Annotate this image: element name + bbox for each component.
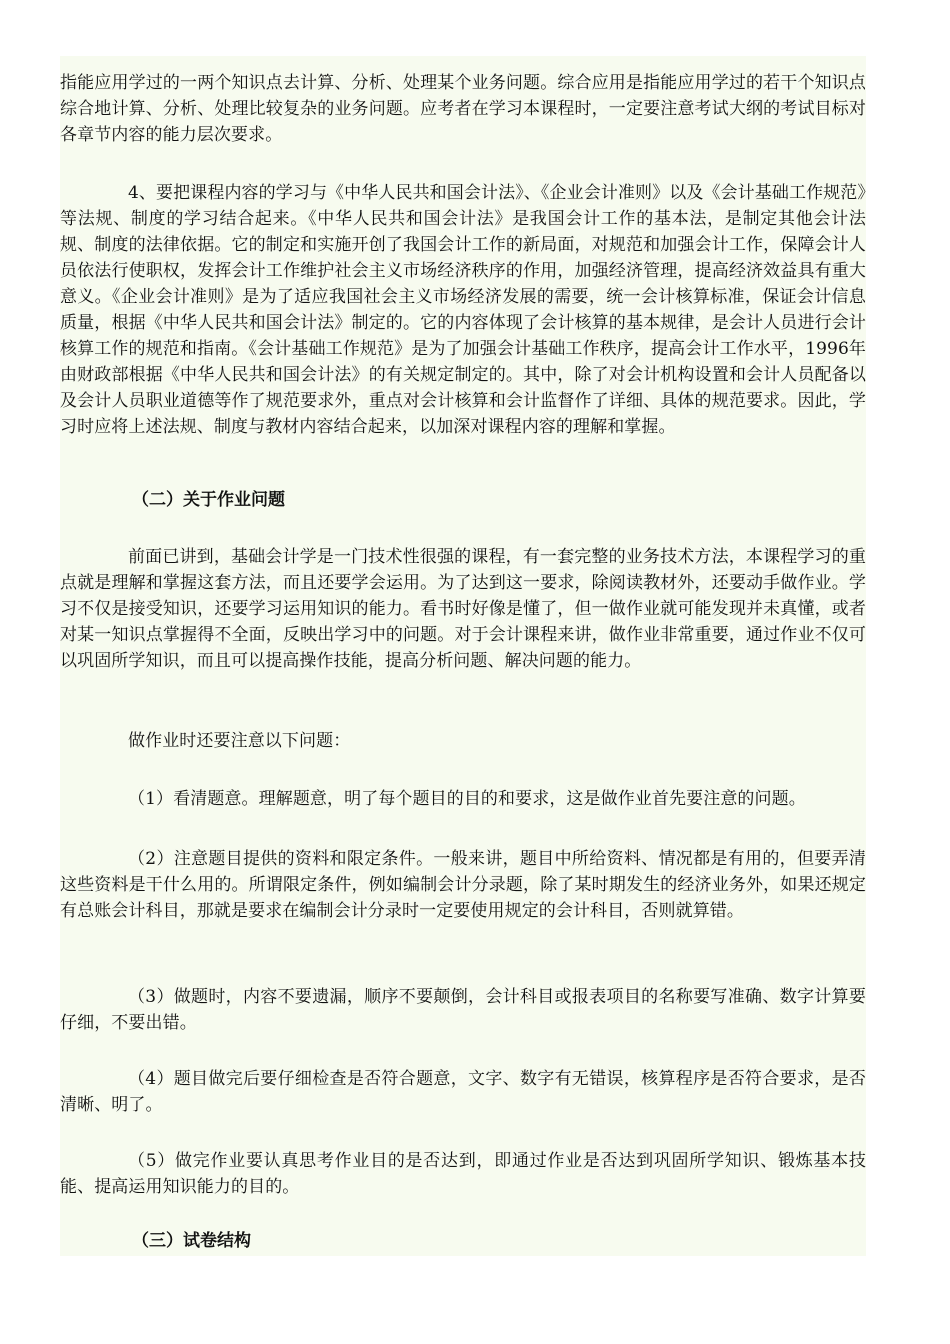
paragraph-accounting-law: 4、要把课程内容的学习与《中华人民共和国会计法》、《企业会计准则》以及《会计基础工作规范》等法规、制度的学习结合起来。《中华人民共和国会计法》是我国会计工作的基本法，是制定其他会计法规、制度的法律依据。它的制定和实施开创了我国会计工作的新局面，对规范和加强会计工作，保障会计人员依法行使职权，发挥会计工作维护社会主义市场经济秩序的作用，加强经济管理，提高经济效益具有重大意义。《企业会计准则》是为了适应我国社会主义市场经济发展的需要，统一会计核算标准，保证会计信息质量，根据《中华人民共和国会计法》制定的。它的内容体现了会计核算的基本规律，是会计人员进行会计核算工作的规范和指南。《会计基础工作规范》是为了加强会计基础工作秩序，提高会计工作水平，1996年由财政部根据《中华人民共和国会计法》的有关规定制定的。其中，除了对会计机构设置和会计人员配备以及会计人员职业道德等作了规范要求外，重点对会计核算和会计监督作了详细、具体的规范要求。因此，学习时应将上述法规、制度与教材内容结合起来，以加深对课程内容的理解和掌握。 (60, 183, 866, 437)
document-page (60, 56, 866, 1256)
list-item-5: （5）做完作业要认真思考作业目的是否达到，即通过作业是否达到巩固所学知识、锻炼基本技能、提高运用知识能力的目的。 (60, 1151, 866, 1197)
list-item-1: （1）看清题意。理解题意，明了每个题目的目的和要求，这是做作业首先要注意的问题。 (128, 789, 806, 809)
paragraph-homework-intro: 前面已讲到，基础会计学是一门技术性很强的课程，有一套完整的业务技术方法，本课程学习的重点就是理解和掌握这套方法，而且还要学会运用。为了达到这一要求，除阅读教材外，还要动手做作业。学习不仅是接受知识，还要学习运用知识的能力。看书时好像是懂了，但一做作业就可能发现并未真懂，或者对某一知识点掌握得不全面，反映出学习中的问题。对于会计课程来讲，做作业非常重要，通过作业不仅可以巩固所学知识，而且可以提高操作技能，提高分析问题、解决问题的能力。 (60, 547, 866, 671)
section-heading-exam-structure: （三）试卷结构 (132, 1231, 251, 1251)
list-item-2: （2）注意题目提供的资料和限定条件。一般来讲，题目中所给资料、情况都是有用的，但要弄清这些资料是干什么用的。所谓限定条件，例如编制会计分录题，除了某时期发生的经济业务外，如果还规定有总账会计科目，那就是要求在编制会计分录时一定要使用规定的会计科目，否则就算错。 (60, 849, 866, 921)
list-item-4: （4）题目做完后要仔细检查是否符合题意，文字、数字有无错误，核算程序是否符合要求，是否清晰、明了。 (60, 1069, 866, 1115)
paragraph-ability-levels: 指能应用学过的一两个知识点去计算、分析、处理某个业务问题。综合应用是指能应用学过的若干个知识点综合地计算、分析、处理比较复杂的业务问题。应考者在学习本课程时，一定要注意考试大纲的考试目标对各章节内容的能力层次要求。 (60, 73, 866, 145)
section-heading-homework: （二）关于作业问题 (132, 490, 285, 510)
list-item-3: （3）做题时，内容不要遗漏，顺序不要颠倒，会计科目或报表项目的名称要写准确、数字计算要仔细，不要出错。 (60, 987, 866, 1033)
paragraph-homework-notes: 做作业时还要注意以下问题： (128, 731, 351, 751)
